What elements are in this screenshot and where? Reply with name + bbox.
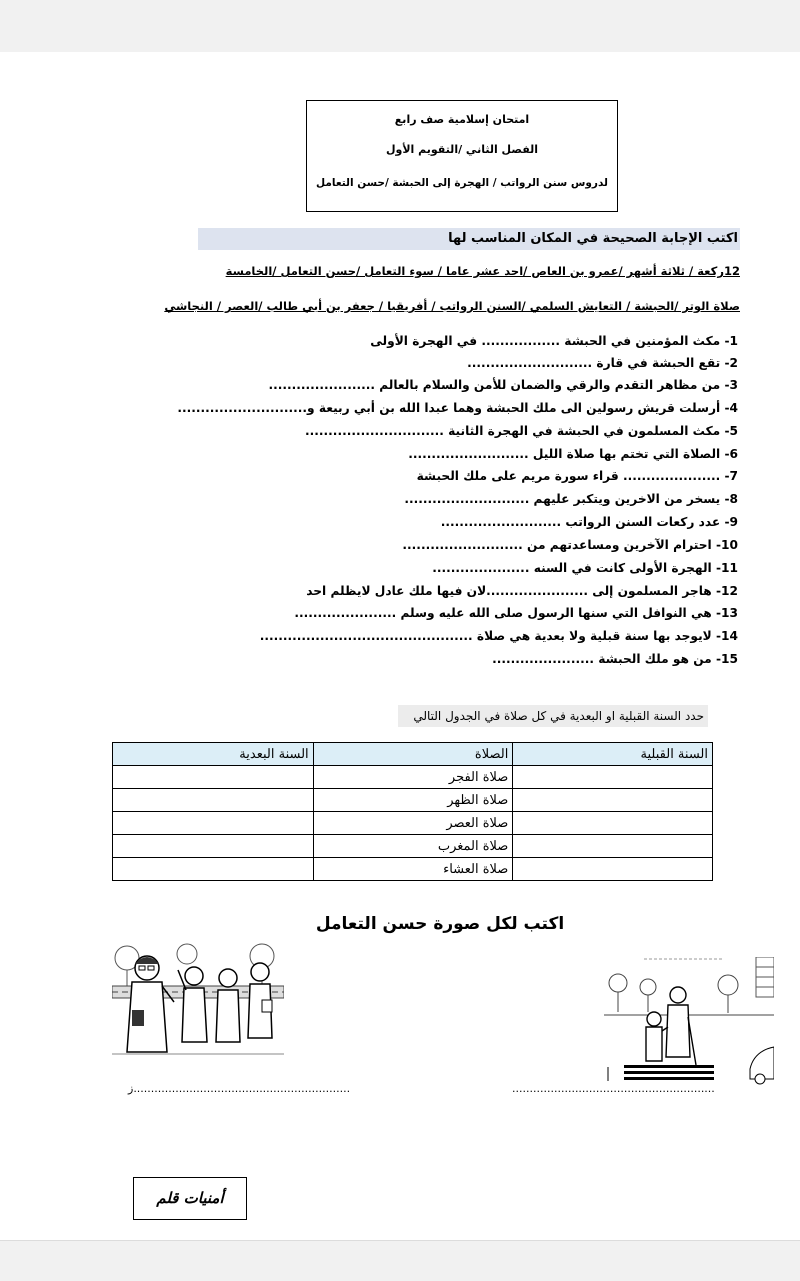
word-bank-line-1: 12ركعة / ثلاثة أشهر /عمرو بن العاص /احد عشر عاما / سوء التعامل /حسن التعامل /الخامسة	[225, 264, 740, 278]
helping-elderly-illustration	[604, 957, 774, 1085]
question-13: 13- هي النوافل التي سنها الرسول صلى الله عليه وسلم ......................	[294, 606, 738, 620]
table-row	[113, 812, 713, 835]
prayer-cell: صلاة العصر	[313, 812, 513, 835]
question-4: 4- أرسلت قريش رسولين الى ملك الحبشة وهما عبدا الله بن أبي ربيعة و............................	[177, 401, 738, 415]
question-14: 14- لايوجد بها سنة قبلية ولا بعدية هي صلاة ..............................................	[259, 629, 738, 643]
before-cell[interactable]	[513, 812, 713, 835]
question-11: 11- الهجرة الأولى كانت في السنه .....................	[432, 561, 738, 575]
table-row	[113, 766, 713, 789]
question-8: 8- يسخر من الاخرين ويتكبر عليهم ...........................	[404, 492, 738, 506]
prayer-cell: صلاة المغرب	[313, 835, 513, 858]
sunnah-table	[112, 742, 713, 881]
table-header-row	[113, 743, 713, 766]
section3-heading: اكتب لكل صورة حسن التعامل	[315, 914, 565, 934]
prayer-cell: صلاة العشاء	[313, 858, 513, 881]
answer-line-right[interactable]: ..........................................................	[512, 1082, 715, 1095]
signature-box: أمنيات قلم	[133, 1177, 247, 1220]
header-prayer: الصلاة	[313, 743, 513, 766]
after-cell[interactable]	[113, 789, 314, 812]
section2-instruction: حدد السنة القبلية او البعدية في كل صلاة في الجدول التالي	[398, 705, 708, 727]
exam-title-box	[306, 100, 618, 212]
question-10: 10- احترام الآخرين ومساعدتهم من ..........................	[402, 538, 738, 552]
question-15: 15- من هو ملك الحبشة ......................	[492, 652, 738, 666]
after-cell[interactable]	[113, 835, 314, 858]
table-row	[113, 835, 713, 858]
header-before: السنة القبلية	[513, 743, 713, 766]
before-cell[interactable]	[513, 835, 713, 858]
header-after: السنة البعدية	[113, 743, 314, 766]
section1-instruction: اكتب الإجابة الصحيحة في المكان المناسب لها	[198, 228, 740, 250]
exam-topics: لدروس سنن الرواتب / الهجرة إلى الحبشة /حسن التعامل	[316, 177, 608, 189]
answer-line-left[interactable]: ز..............................................................	[128, 1082, 351, 1095]
prayer-cell: صلاة الفجر	[313, 766, 513, 789]
question-1: 1- مكث المؤمنين في الحبشة ................. في الهجرة الأولى	[370, 334, 738, 348]
question-3: 3- من مظاهر التقدم والرقي والضمان للأمن والسلام بالعالم .......................	[268, 378, 738, 392]
after-cell[interactable]	[113, 812, 314, 835]
question-7: 7- ..................... قراء سورة مريم على ملك الحبشة	[416, 469, 738, 483]
table-row	[113, 858, 713, 881]
word-bank-line-2: صلاة الوتر /الحبشة / التعايش السلمي /السنن الرواتب / أفريقيا / جعفر بن أبي طالب /العصر / النجاشي	[164, 299, 740, 313]
question-12: 12- هاجر المسلمون إلى ......................لان فيها ملك عادل لايظلم احد	[306, 584, 738, 598]
table-row	[113, 789, 713, 812]
prayer-cell: صلاة الظهر	[313, 789, 513, 812]
page-bottom-strip	[0, 1240, 800, 1281]
greeting-children-illustration	[112, 942, 284, 1060]
after-cell[interactable]	[113, 858, 314, 881]
question-2: 2- تقع الحبشة في قارة ...........................	[467, 356, 738, 370]
question-6: 6- الصلاة التي تختم بها صلاة الليل ..........................	[408, 447, 738, 461]
before-cell[interactable]	[513, 858, 713, 881]
exam-title: امتحان إسلامية صف رابع	[394, 113, 530, 126]
after-cell[interactable]	[113, 766, 314, 789]
before-cell[interactable]	[513, 766, 713, 789]
question-5: 5- مكث المسلمون في الحبشة في الهجرة الثانية ..............................	[305, 424, 738, 438]
before-cell[interactable]	[513, 789, 713, 812]
exam-page	[0, 52, 800, 1240]
question-9: 9- عدد ركعات السنن الرواتب ..........................	[440, 515, 738, 529]
exam-term: الفصل الثاني /التقويم الأول	[385, 143, 539, 156]
